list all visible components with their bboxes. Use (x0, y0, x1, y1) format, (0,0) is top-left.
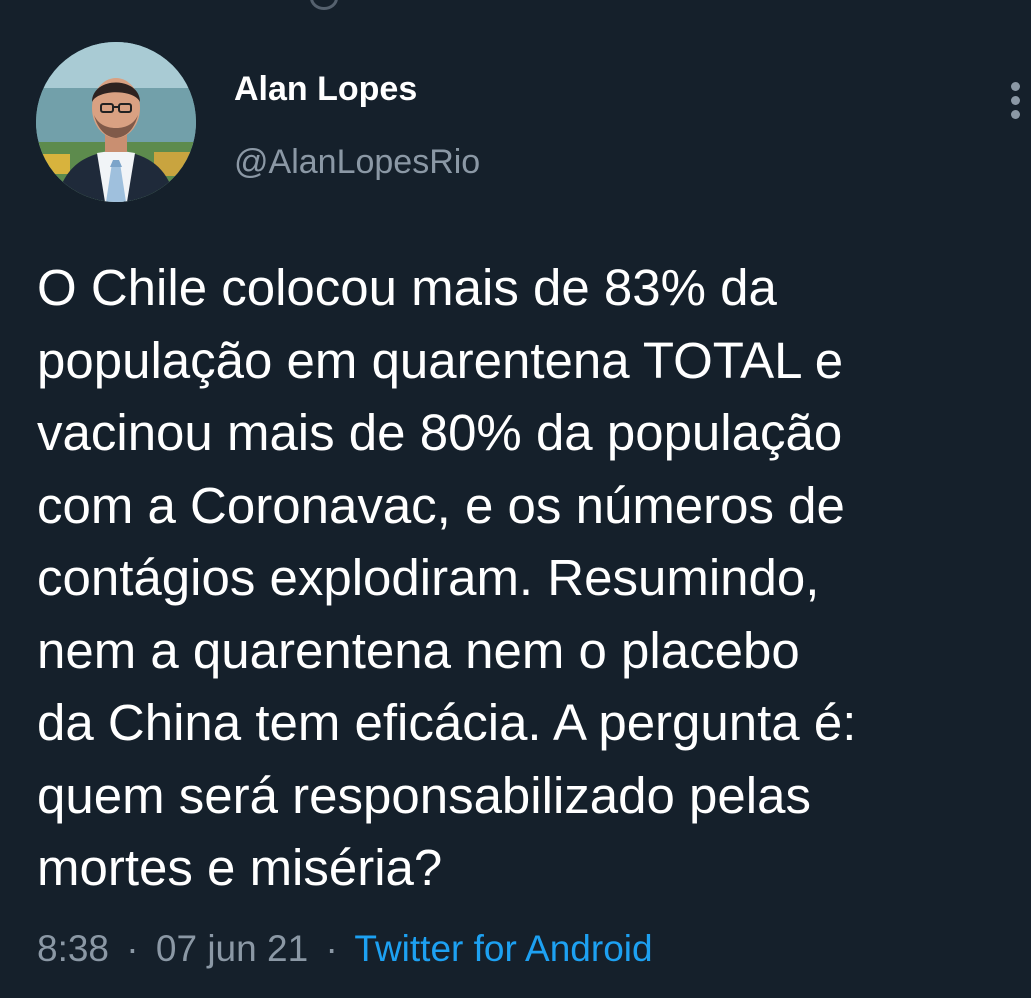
tweet-line: nem a quarentena nem o placebo (37, 621, 800, 679)
tweet-line: quem será responsabilizado pelas (37, 766, 811, 824)
tweet-body (37, 252, 997, 905)
tweet-line: contágios explodiram. Resumindo, (37, 549, 820, 606)
tweet-line: com a Coronavac, e os números de (37, 476, 845, 534)
avatar[interactable] (36, 42, 196, 202)
cropped-icon-fragment (310, 0, 338, 10)
tweet-line: O Chile colocou mais de 83% da (37, 259, 777, 316)
more-dot-top (1011, 82, 1020, 91)
tweet-time: 8:38 (37, 928, 110, 969)
tweet-line: da China tem eficácia. A pergunta é: (37, 694, 857, 751)
more-dot-bottom (1011, 110, 1020, 119)
tweet-line: vacinou mais de 80% da população (37, 404, 843, 461)
more-dot-middle (1011, 96, 1020, 105)
author-handle[interactable]: @AlanLopesRio (234, 143, 481, 181)
tweet-source-link[interactable]: Twitter for Android (354, 928, 653, 969)
meta-separator: · (126, 928, 139, 969)
tweet-metadata (37, 928, 653, 970)
avatar-photo (36, 42, 196, 202)
tweet-date: 07 jun 21 (155, 928, 309, 969)
tweet-header (36, 42, 1031, 202)
meta-separator: · (325, 928, 338, 969)
tweet-line: população em quarentena TOTAL e (37, 331, 844, 389)
tweet-line: mortes e miséria? (37, 839, 443, 896)
more-vertical-icon[interactable] (1004, 82, 1026, 152)
author-name[interactable]: Alan Lopes (234, 70, 418, 108)
